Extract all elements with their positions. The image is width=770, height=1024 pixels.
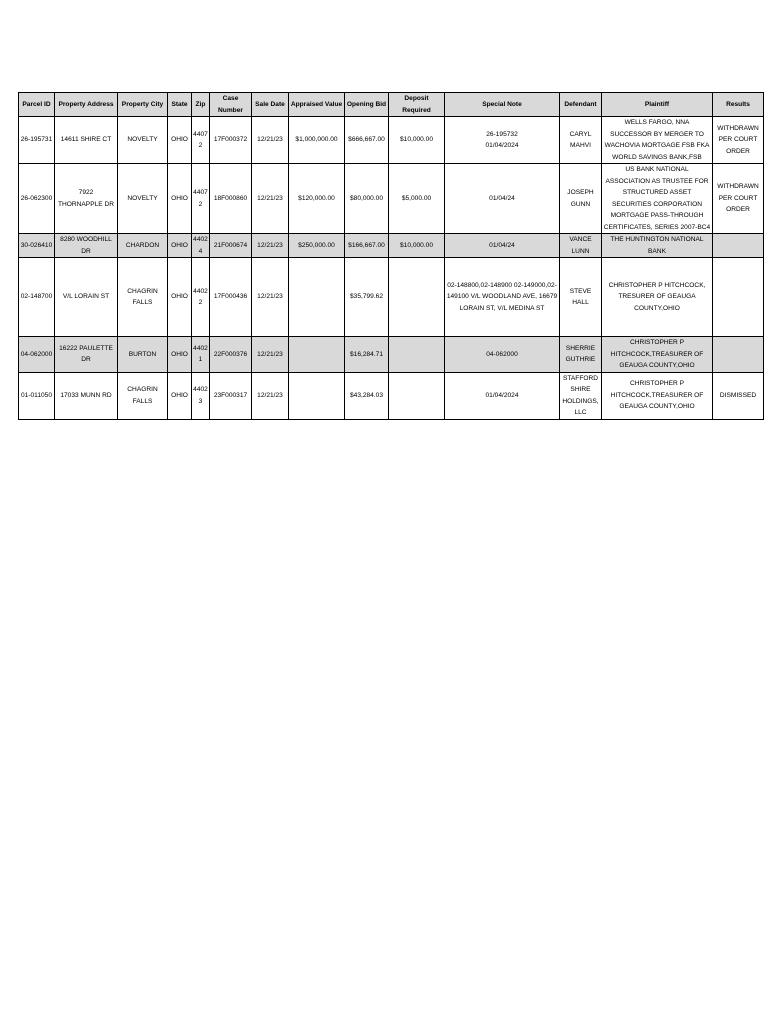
cell-defendant: STEVE HALL <box>560 258 602 337</box>
cell-property-address: 17033 MUNN RD <box>55 372 118 419</box>
cell-sale-date: 12/21/23 <box>252 164 289 234</box>
cell-zip: 44024 <box>192 234 210 258</box>
cell-property-city: CHARDON <box>118 234 168 258</box>
cell-case-number: 21F000674 <box>210 234 252 258</box>
table-row <box>19 337 764 373</box>
cell-results: WITHDRAWN PER COURT ORDER <box>713 164 764 234</box>
cell-zip: 44072 <box>192 117 210 164</box>
cell-property-address: 14611 SHIRE CT <box>55 117 118 164</box>
col-sale-date: Sale Date <box>252 93 289 117</box>
cell-state: OHIO <box>168 164 192 234</box>
header-row <box>19 93 764 117</box>
cell-case-number: 23F000317 <box>210 372 252 419</box>
cell-property-city: NOVELTY <box>118 117 168 164</box>
table-row <box>19 164 764 234</box>
cell-sale-date: 12/21/23 <box>252 258 289 337</box>
cell-property-city: BURTON <box>118 337 168 373</box>
col-defendant: Defendant <box>560 93 602 117</box>
cell-plaintiff: US BANK NATIONAL ASSOCIATION AS TRUSTEE FOR STRUCTURED ASSET SECURITIES CORPORATION MORTGAGE PASS-THROUGH CERTIFICATES, SERIES 2007-BC4 <box>602 164 713 234</box>
cell-property-address: 8280 WOODHILL DR <box>55 234 118 258</box>
cell-deposit-required: $10,000.00 <box>389 234 445 258</box>
cell-sale-date: 12/21/23 <box>252 372 289 419</box>
cell-parcel-id: 04-062000 <box>19 337 55 373</box>
table-row <box>19 234 764 258</box>
cell-special-note: 02-148800,02-148900 02-149000,02-149100 V/L WOODLAND AVE, 16679 LORAIN ST, V/L MEDINA ST <box>445 258 560 337</box>
cell-case-number: 18F000860 <box>210 164 252 234</box>
cell-results <box>713 258 764 337</box>
cell-zip: 44023 <box>192 372 210 419</box>
col-parcel-id: Parcel ID <box>19 93 55 117</box>
cell-zip: 44021 <box>192 337 210 373</box>
cell-case-number: 22F000376 <box>210 337 252 373</box>
cell-property-city: NOVELTY <box>118 164 168 234</box>
cell-property-address: 7922 THORNAPPLE DR <box>55 164 118 234</box>
cell-case-number: 17F000436 <box>210 258 252 337</box>
col-plaintiff: Plaintiff <box>602 93 713 117</box>
cell-state: OHIO <box>168 234 192 258</box>
col-special-note: Special Note <box>445 93 560 117</box>
cell-case-number: 17F000372 <box>210 117 252 164</box>
col-opening-bid: Opening Bid <box>345 93 389 117</box>
col-property-address: Property Address <box>55 93 118 117</box>
cell-defendant: VANCE LUNN <box>560 234 602 258</box>
cell-appraised-value <box>289 337 345 373</box>
cell-appraised-value: $1,000,000.00 <box>289 117 345 164</box>
cell-plaintiff: CHRISTOPHER P HITCHCOCK,TREASURER OF GEAUGA COUNTY,OHIO <box>602 337 713 373</box>
cell-results: WITHDRAWN PER COURT ORDER <box>713 117 764 164</box>
cell-defendant: STAFFORDSHIRE HOLDINGS, LLC <box>560 372 602 419</box>
cell-special-note: 04-062000 <box>445 337 560 373</box>
col-property-city: Property City <box>118 93 168 117</box>
sale-table <box>18 92 764 420</box>
cell-appraised-value <box>289 372 345 419</box>
cell-sale-date: 12/21/23 <box>252 234 289 258</box>
cell-zip: 44072 <box>192 164 210 234</box>
cell-opening-bid: $16,284.71 <box>345 337 389 373</box>
cell-results <box>713 234 764 258</box>
cell-state: OHIO <box>168 337 192 373</box>
cell-zip: 44022 <box>192 258 210 337</box>
cell-plaintiff: CHRISTOPHER P HITCHCOCK,TREASURER OF GEAUGA COUNTY,OHIO <box>602 372 713 419</box>
cell-opening-bid: $666,667.00 <box>345 117 389 164</box>
cell-opening-bid: $43,284.03 <box>345 372 389 419</box>
cell-plaintiff: CHRISTOPHER P HITCHCOCK, TRESURER OF GEAUGA COUNTY,OHIO <box>602 258 713 337</box>
cell-deposit-required <box>389 372 445 419</box>
cell-plaintiff: THE HUNTINGTON NATIONAL BANK <box>602 234 713 258</box>
cell-appraised-value: $120,000.00 <box>289 164 345 234</box>
cell-parcel-id: 30-026410 <box>19 234 55 258</box>
cell-deposit-required <box>389 258 445 337</box>
cell-deposit-required: $10,000.00 <box>389 117 445 164</box>
cell-appraised-value: $250,000.00 <box>289 234 345 258</box>
cell-special-note: 26-195732 01/04/2024 <box>445 117 560 164</box>
cell-property-city: CHAGRIN FALLS <box>118 258 168 337</box>
cell-sale-date: 12/21/23 <box>252 117 289 164</box>
cell-parcel-id: 01-011050 <box>19 372 55 419</box>
cell-special-note: 01/04/24 <box>445 164 560 234</box>
cell-property-address: V/L LORAIN ST <box>55 258 118 337</box>
cell-plaintiff: WELLS FARGO, NNA SUCCESSOR BY MERGER TO WACHOVIA MORTGAGE FSB FKA WORLD SAVINGS BANK,FSB <box>602 117 713 164</box>
cell-defendant: JOSEPH GUNN <box>560 164 602 234</box>
cell-results: DISMISSED <box>713 372 764 419</box>
cell-deposit-required: $5,000.00 <box>389 164 445 234</box>
cell-results <box>713 337 764 373</box>
cell-parcel-id: 02-148700 <box>19 258 55 337</box>
cell-state: OHIO <box>168 372 192 419</box>
col-zip: Zip <box>192 93 210 117</box>
cell-state: OHIO <box>168 117 192 164</box>
cell-opening-bid: $166,667.00 <box>345 234 389 258</box>
table-row <box>19 372 764 419</box>
col-state: State <box>168 93 192 117</box>
cell-defendant: SHERRIE GUTHRIE <box>560 337 602 373</box>
cell-parcel-id: 26-062300 <box>19 164 55 234</box>
table-row <box>19 258 764 337</box>
col-case-number: Case Number <box>210 93 252 117</box>
sheriff-sale-listing <box>18 92 764 420</box>
cell-opening-bid: $80,000.00 <box>345 164 389 234</box>
cell-property-address: 16222 PAULETTE DR <box>55 337 118 373</box>
col-appraised-value: Appraised Value <box>289 93 345 117</box>
cell-deposit-required <box>389 337 445 373</box>
table-row <box>19 117 764 164</box>
cell-special-note: 01/04/2024 <box>445 372 560 419</box>
cell-appraised-value <box>289 258 345 337</box>
cell-special-note: 01/04/24 <box>445 234 560 258</box>
cell-sale-date: 12/21/23 <box>252 337 289 373</box>
cell-property-city: CHAGRIN FALLS <box>118 372 168 419</box>
col-deposit-required: Deposit Required <box>389 93 445 117</box>
cell-state: OHIO <box>168 258 192 337</box>
cell-defendant: CARYL MAHVI <box>560 117 602 164</box>
cell-opening-bid: $35,799.62 <box>345 258 389 337</box>
col-results: Results <box>713 93 764 117</box>
cell-parcel-id: 26-195731 <box>19 117 55 164</box>
